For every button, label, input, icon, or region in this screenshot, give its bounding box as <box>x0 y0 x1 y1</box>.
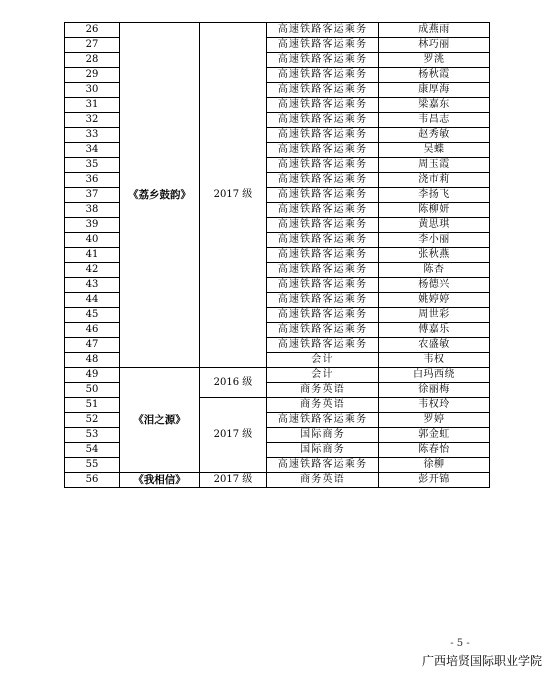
student-name: 郭金虹 <box>379 428 490 443</box>
student-name: 杨秋霞 <box>379 68 490 83</box>
major-cell: 会计 <box>267 353 379 368</box>
major-cell: 高速铁路客运乘务 <box>267 23 379 38</box>
student-name: 姚婷婷 <box>379 293 490 308</box>
major-cell: 高速铁路客运乘务 <box>267 113 379 128</box>
student-name: 罗洮 <box>379 53 490 68</box>
major-cell: 高速铁路客运乘务 <box>267 323 379 338</box>
major-cell: 高速铁路客运乘务 <box>267 338 379 353</box>
major-cell: 高速铁路客运乘务 <box>267 53 379 68</box>
row-number: 31 <box>65 98 120 113</box>
student-name: 成燕雨 <box>379 23 490 38</box>
major-cell: 高速铁路客运乘务 <box>267 263 379 278</box>
row-number: 34 <box>65 143 120 158</box>
major-cell: 商务英语 <box>267 398 379 413</box>
work-title: 《我相信》 <box>120 473 200 488</box>
major-cell: 国际商务 <box>267 443 379 458</box>
major-cell: 高速铁路客运乘务 <box>267 413 379 428</box>
row-number: 42 <box>65 263 120 278</box>
student-name: 赵秀敏 <box>379 128 490 143</box>
major-cell: 国际商务 <box>267 428 379 443</box>
student-name: 张秋燕 <box>379 248 490 263</box>
major-cell: 高速铁路客运乘务 <box>267 68 379 83</box>
table-row <box>65 473 490 488</box>
major-cell: 高速铁路客运乘务 <box>267 83 379 98</box>
roster-body <box>65 23 490 488</box>
student-name: 白玛西绕 <box>379 368 490 383</box>
student-name: 徐柳 <box>379 458 490 473</box>
row-number: 50 <box>65 383 120 398</box>
row-number: 55 <box>65 458 120 473</box>
student-name: 陈杏 <box>379 263 490 278</box>
student-name: 陈春怡 <box>379 443 490 458</box>
student-name: 李小丽 <box>379 233 490 248</box>
student-name: 彭开锦 <box>379 473 490 488</box>
row-number: 47 <box>65 338 120 353</box>
row-number: 36 <box>65 173 120 188</box>
row-number: 51 <box>65 398 120 413</box>
student-name: 周世彩 <box>379 308 490 323</box>
roster-table <box>64 22 490 488</box>
row-number: 32 <box>65 113 120 128</box>
work-title: 《泪之源》 <box>120 368 200 473</box>
student-name: 韦昌志 <box>379 113 490 128</box>
major-cell: 高速铁路客运乘务 <box>267 158 379 173</box>
row-number: 39 <box>65 218 120 233</box>
table-row <box>65 368 490 383</box>
row-number: 52 <box>65 413 120 428</box>
student-name: 周玉霞 <box>379 158 490 173</box>
table-row <box>65 23 490 38</box>
major-cell: 会计 <box>267 368 379 383</box>
row-number: 44 <box>65 293 120 308</box>
row-number: 41 <box>65 248 120 263</box>
row-number: 28 <box>65 53 120 68</box>
institution-footer: 广西培贤国际职业学院 <box>421 654 542 668</box>
major-cell: 高速铁路客运乘务 <box>267 203 379 218</box>
major-cell: 高速铁路客运乘务 <box>267 98 379 113</box>
grade-cell: 2017 级 <box>200 398 267 473</box>
major-cell: 高速铁路客运乘务 <box>267 233 379 248</box>
row-number: 35 <box>65 158 120 173</box>
major-cell: 高速铁路客运乘务 <box>267 218 379 233</box>
major-cell: 高速铁路客运乘务 <box>267 308 379 323</box>
grade-cell: 2016 级 <box>200 368 267 398</box>
row-number: 53 <box>65 428 120 443</box>
student-name: 康厚海 <box>379 83 490 98</box>
work-title: 《荔乡鼓韵》 <box>120 23 200 368</box>
page-number: - 5 - <box>450 638 470 649</box>
row-number: 26 <box>65 23 120 38</box>
major-cell: 高速铁路客运乘务 <box>267 143 379 158</box>
row-number: 30 <box>65 83 120 98</box>
row-number: 46 <box>65 323 120 338</box>
major-cell: 高速铁路客运乘务 <box>267 188 379 203</box>
student-name: 韦权玲 <box>379 398 490 413</box>
student-name: 农盛敏 <box>379 338 490 353</box>
student-name: 浇市莉 <box>379 173 490 188</box>
major-cell: 高速铁路客运乘务 <box>267 458 379 473</box>
major-cell: 商务英语 <box>267 473 379 488</box>
row-number: 56 <box>65 473 120 488</box>
row-number: 40 <box>65 233 120 248</box>
row-number: 43 <box>65 278 120 293</box>
major-cell: 高速铁路客运乘务 <box>267 248 379 263</box>
major-cell: 高速铁路客运乘务 <box>267 38 379 53</box>
row-number: 27 <box>65 38 120 53</box>
row-number: 45 <box>65 308 120 323</box>
grade-cell: 2017 级 <box>200 473 267 488</box>
student-name: 陈柳妍 <box>379 203 490 218</box>
student-name: 罗婷 <box>379 413 490 428</box>
student-name: 徐丽梅 <box>379 383 490 398</box>
student-name: 韦权 <box>379 353 490 368</box>
row-number: 29 <box>65 68 120 83</box>
row-number: 33 <box>65 128 120 143</box>
student-name: 林巧丽 <box>379 38 490 53</box>
row-number: 54 <box>65 443 120 458</box>
student-name: 梁嘉东 <box>379 98 490 113</box>
row-number: 48 <box>65 353 120 368</box>
major-cell: 高速铁路客运乘务 <box>267 278 379 293</box>
student-name: 黄思琪 <box>379 218 490 233</box>
major-cell: 高速铁路客运乘务 <box>267 293 379 308</box>
major-cell: 高速铁路客运乘务 <box>267 173 379 188</box>
major-cell: 高速铁路客运乘务 <box>267 128 379 143</box>
row-number: 37 <box>65 188 120 203</box>
student-name: 李扬飞 <box>379 188 490 203</box>
student-name: 傅嘉乐 <box>379 323 490 338</box>
student-name: 杨德兴 <box>379 278 490 293</box>
row-number: 38 <box>65 203 120 218</box>
major-cell: 商务英语 <box>267 383 379 398</box>
student-name: 吴蝶 <box>379 143 490 158</box>
row-number: 49 <box>65 368 120 383</box>
grade-cell: 2017 级 <box>200 23 267 368</box>
